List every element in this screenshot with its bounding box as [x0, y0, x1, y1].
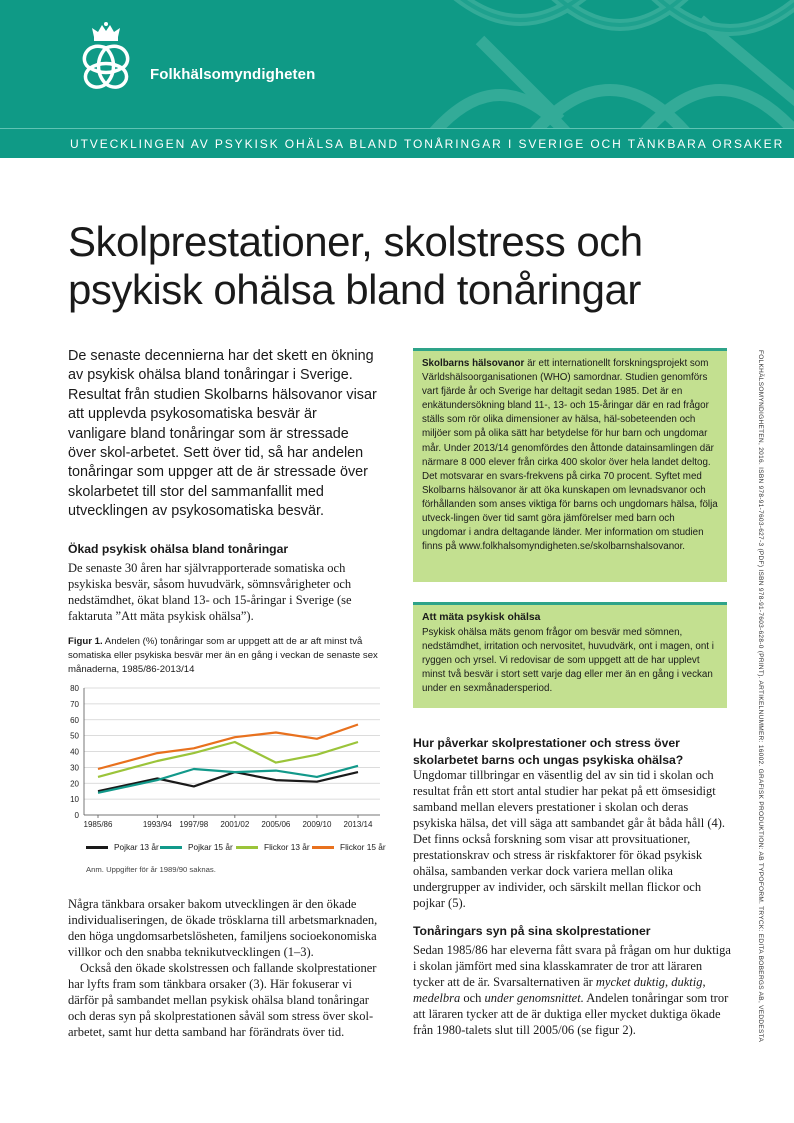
legend-item-flickor-13 [236, 842, 310, 852]
y-tick-label: 70 [70, 699, 79, 709]
page-title: Skolprestationer, skolstress och psykisk ohälsa bland tonåringar [68, 218, 643, 313]
legend-item-pojkar-15 [160, 842, 233, 852]
factbox-matning [413, 602, 727, 708]
answer-option: medelbra [413, 991, 461, 1005]
x-tick-label: 2005/06 [261, 820, 291, 829]
series-line [98, 766, 358, 793]
figure-caption [68, 635, 378, 677]
brand-name: Folkhälsomyndigheten [150, 66, 316, 83]
factbox-text: är ett internationellt forskningsprojekt som Världshälsoorganisationen (WHO) samordnar. Studien genomförs vart fjärde år och Sverige har deltagit sedan 1985. Det är en enkätundersökning bland 11-, 13- och 15-åringar där en rad frågor ställs som rör olika dimensioner av hälsa, häl-sobeteenden och miljöer som på olika sätt har betydelse för hur barn och ungdomar mår. Under 2013/14 genomfördes den åttonde datainsamlingen där närmare 8 000 elever från cirka 400 skolor över hela landet deltog. Det motsvarar en svars-frekvens på cirka 70 procent. Syftet med Skolbarns hälsovanor är att öka kunskapen om levnadsvanor och förhållanden som anses viktiga för barns och ungdomars hälsa, följa utveck-lingen över tid samt göra jämförelser med barn och ungdomar i andra deltagande länder. Mer information om studien finns på www.folkhalsomyndigheten.se/skolbarnshalsovanor. [422, 358, 718, 553]
factbox-title: Att mäta psykisk ohälsa [422, 612, 541, 623]
answer-option: mycket duktig [595, 975, 665, 989]
figure-note: Anm. Uppgifter för år 1989/90 saknas. [86, 865, 216, 874]
figure-label: Figur 1. [68, 636, 103, 647]
line-chart [60, 680, 390, 835]
legend-item-pojkar-13 [86, 842, 159, 852]
y-tick-label: 30 [70, 763, 79, 773]
legend-swatch [236, 846, 258, 849]
y-tick-label: 0 [74, 811, 79, 820]
text-segment: Andelen tonåringar som tror att läraren tycker att de är duktiga eller mycket duktiga ökade från 1980-talets slut till 2005/06 (se figur 2). [413, 991, 729, 1037]
factbox-title: Skolbarns hälsovanor [422, 358, 525, 369]
text-segment: , [664, 975, 672, 989]
section-text-increase: De senaste 30 åren har självrapporterade somatiska och psykiska besvär, såsom huvudvärk, sömnsvårigheter och nedstämdhet, ökat bland 13- och 15-åringar i Sverige (se faktaruta ”Att mäta psykisk ohälsa”). [68, 561, 352, 623]
x-tick-label: 1993/94 [142, 820, 172, 829]
legend-label: Pojkar 13 år [114, 842, 159, 852]
side-imprint-text: FOLKHÄLSOMYNDIGHETEN, 2016. ISBN 978-91-7603-627-3 (PDF) ISBN 978-91-7603-628-0 (PRINT). ARTIKELNUMMER: 16002. GRAFISK PRODUKTION: AB TYPOFORM. TRYCK: EDITA BOBERGS AB, VEDDESTA [757, 350, 764, 1043]
answer-option: duktig [671, 975, 703, 989]
side-imprint [750, 350, 770, 1050]
series-line [98, 725, 358, 770]
section-heading-question: Hur påverkar skolprestationer och stress över skolarbetet barns och ungas psykiska ohälsa? [413, 736, 684, 767]
legend-item-flickor-15 [312, 842, 386, 852]
legend-label: Flickor 13 år [264, 842, 310, 852]
legend-swatch [160, 846, 182, 849]
figure-caption-text: Andelen (%) tonåringar som ar uppgett att de ar aft minst två somatiska eller psykiska besvär mer än en gång i veckan de senaste sex månaderna, 1985/86-2013/14 [68, 636, 378, 675]
header-subtitle: UTVECKLINGEN AV PSYKISK OHÄLSA BLAND TONÅRINGAR I SVERIGE OCH TÄNKBARA ORSAKER [70, 137, 785, 151]
text-segment: Sedan 1985/86 har eleverna fått svara på frågan om hur duktiga i skolan jämfört med sina klasskamrater de tror att läraren tycker att de är. Svarsalternativen är [413, 943, 731, 989]
left-body-paragraph-2: Också den ökade skolstressen och fallande skolprestationer har lyfts fram som tänkbara orsaker (3). Här fokuserar vi därför på sambandet mellan psykisk ohälsa bland tonåringar och deras syn på skolprestationen såväl som stress över skol-arbetet, samt hur detta samband har förändrats över tid. [68, 961, 377, 1039]
section-heading-increase: Ökad psykisk ohälsa bland tonåringar [68, 542, 289, 556]
section-text-view [413, 942, 731, 1038]
section-text-question: Ungdomar tillbringar en väsentlig del av sin tid i skolan och resultat från ett stort antal studier har pekat på ett ömsesidigt samband mellan elevers prestationer i skolan och deras psykiska hälsa, det vill säga att sambandet går åt båda håll (4). Det finns också forskning som visar att provsituationer, prestationskrav och stress är riskfaktorer för ökad psykisk ohälsa, sambanden verkar dock variera mellan olika undergrupper av individer, och särskilt mellan flickor och pojkar (5). [413, 768, 726, 910]
x-tick-label: 2013/14 [343, 820, 373, 829]
y-tick-label: 50 [70, 731, 79, 741]
left-body-paragraph-1: Några tänkbara orsaker bakom utvecklingen är den ökade individualiseringen, de ökade trösklarna till arbetsmarknaden, den höga ungdomsarbetslösheten, familjens socioekonomiska villkor och den snabba teknikutvecklingen (1–3). [68, 897, 378, 959]
legend-swatch [312, 846, 334, 849]
factbox-skolbarns-halsovanor [413, 348, 727, 582]
header-subtitle-bar [0, 128, 794, 158]
legend-label: Flickor 15 år [340, 842, 386, 852]
y-tick-label: 60 [70, 715, 79, 725]
y-tick-label: 80 [70, 684, 79, 693]
x-tick-label: 1997/98 [179, 820, 209, 829]
chart-legend [86, 842, 386, 856]
legend-label: Pojkar 15 år [188, 842, 233, 852]
factbox-text: Psykisk ohälsa mäts genom frågor om besvär med sömnen, nedstämdhet, irritation och nervositet, huvudvärk, ont i magen, ont i ryggen och yrsel. Vi redovisar de som uppgett att de har upplevt minst två besvär i stort sett varje dag eller mer än en gång i veckan under en sexmånadersperiod. [422, 627, 714, 695]
text-segment: , [702, 975, 706, 989]
left-body-text [68, 896, 383, 1040]
x-tick-label: 2009/10 [302, 820, 332, 829]
x-tick-label: 1985/86 [83, 820, 113, 829]
header-banner [0, 0, 794, 128]
logo-icon [66, 22, 146, 94]
x-tick-label: 2001/02 [220, 820, 250, 829]
text-segment: och [460, 991, 485, 1005]
section-heading-view: Tonåringars syn på sina skolprestationer [413, 924, 651, 938]
legend-swatch [86, 846, 108, 849]
y-tick-label: 40 [70, 747, 79, 757]
lead-paragraph: De senaste decennierna har det skett en ökning av psykisk ohälsa bland tonåringar i Sverige. Resultat från studien Skolbarns hälsovanor visar att upplevda psykosomatiska besvär är vanligare bland tonåringar som är stressade över skol-arbetet. Sett över tid, så har andelen tonåringar som uppger att de är stressade över skolarbetet till stor del sammanfallit med utvecklingen av psykosomatiska besvär. [68, 348, 377, 520]
series-line [98, 772, 358, 791]
y-tick-label: 10 [70, 795, 79, 805]
answer-option: under genomsnittet. [484, 991, 584, 1005]
y-tick-label: 20 [70, 779, 79, 789]
